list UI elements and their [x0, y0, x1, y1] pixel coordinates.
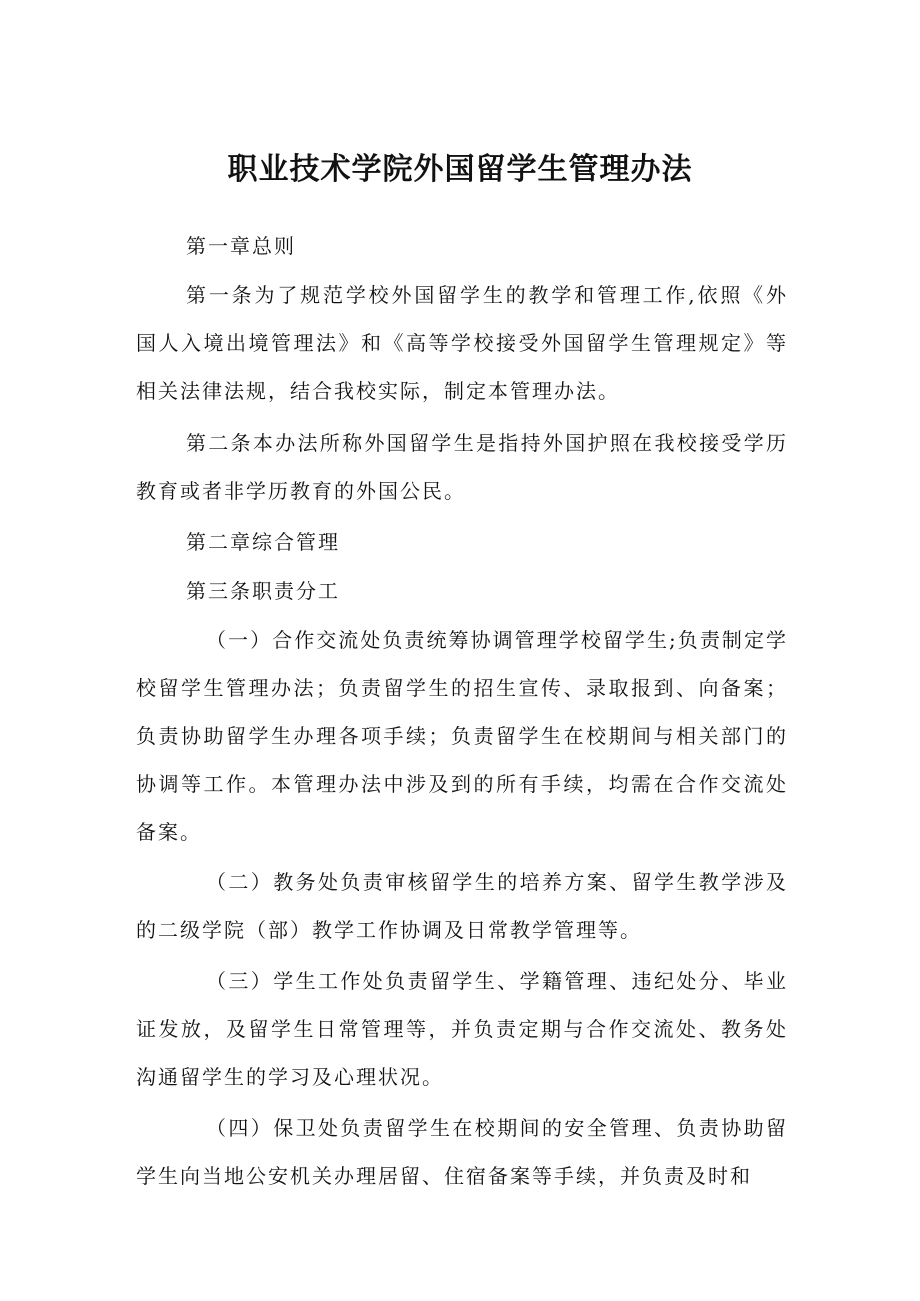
duty-item-4: （四）保卫处负责留学生在校期间的安全管理、负责协助留学生向当地公安机关办理居留、住宿备案等手续，并负责及时和 [136, 1116, 788, 1188]
duty-item-1: （一）合作交流处负责统筹协调管理学校留学生;负责制定学校留学生管理办法；负责留学生的招生宣传、录取报到、向备案；负责协助留学生办理各项手续；负责留学生在校期间与相关部门的协调等工作。本管理办法中涉及到的所有手续，均需在合作交流处备案。 [136, 628, 788, 844]
article-2-paragraph: 第二条本办法所称外国留学生是指持外国护照在我校接受学历教育或者非学历教育的外国公民。 [136, 431, 788, 503]
article-3-heading: 第三条职责分工 [186, 579, 340, 603]
chapter-heading-1: 第一章总则 [186, 234, 296, 258]
chapter-heading-2: 第二章综合管理 [186, 530, 340, 554]
duty-item-3: （三）学生工作处负责留学生、学籍管理、违纪处分、毕业证发放，及留学生日常管理等，并负责定期与合作交流处、教务处沟通留学生的学习及心理状况。 [136, 969, 788, 1089]
duty-item-2: （二）教务处负责审核留学生的培养方案、留学生教学涉及的二级学院（部）教学工作协调及日常教学管理等。 [136, 870, 788, 942]
article-1-paragraph: 第一条为了规范学校外国留学生的教学和管理工作,依照《外国人入境出境管理法》和《高等学校接受外国留学生管理规定》等相关法律法规，结合我校实际，制定本管理办法。 [136, 283, 788, 403]
document-title: 职业技术学院外国留学生管理办法 [227, 152, 693, 187]
